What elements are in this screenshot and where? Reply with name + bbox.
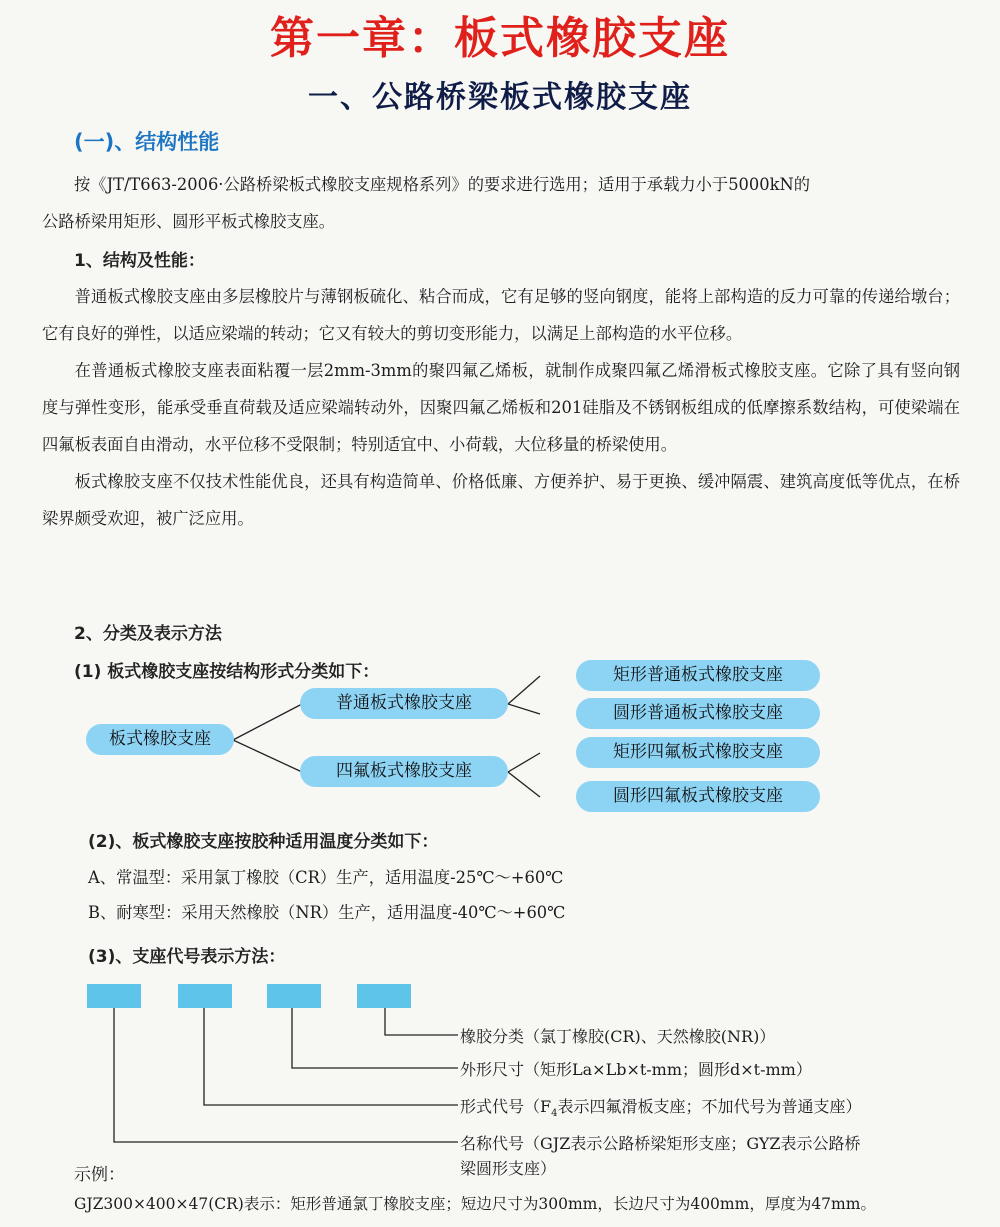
- paragraph-3: 板式橡胶支座不仅技术性能优良，还具有构造简单、价格低廉、方便养护、易于更换、缓冲隔震、建筑高度低等优点，在桥梁界颇受欢迎，被广泛应用。: [42, 472, 960, 528]
- code-rubber-desc: 橡胶分类（氯丁橡胶(CR)、天然橡胶(NR)）: [460, 1027, 776, 1046]
- intro-line-1: 按《JT/T663-2006·公路桥梁板式橡胶支座规格系列》的要求进行选用；适用于承载力小于5000kN的: [74, 175, 811, 194]
- tree-leaf-4: 圆形四氟板式橡胶支座: [576, 781, 820, 812]
- section-title: 一、公路桥梁板式橡胶支座: [308, 80, 692, 115]
- temp-type-a: A、常温型：采用氯丁橡胶（CR）生产，适用温度-25℃～+60℃: [88, 868, 564, 887]
- code-box-rubber: [357, 984, 411, 1008]
- tree-mid-ptfe: 四氟板式橡胶支座: [300, 756, 508, 787]
- code-name-desc-1: 名称代号（GJZ表示公路桥梁矩形支座；GYZ表示公路桥: [460, 1134, 861, 1153]
- subsection-title: (一)、结构性能: [74, 130, 220, 154]
- class3-title: (3)、支座代号表示方法：: [88, 947, 286, 967]
- code-box-size: [267, 984, 321, 1008]
- tree-leaf-1: 矩形普通板式橡胶支座: [576, 660, 820, 691]
- code-box-name: [87, 984, 141, 1008]
- paragraph-1: 普通板式橡胶支座由多层橡胶片与薄钢板硫化、粘合而成，它有足够的竖向钢度，能将上部构造的反力可靠的传递给墩台；它有良好的弹性，以适应梁端的转动；它又有较大的剪切变形能力，以满足上部构造的水平位移。: [42, 287, 960, 343]
- tree-leaf-3: 矩形四氟板式橡胶支座: [576, 737, 820, 768]
- code-form-desc: 形式代号（$F_4$表示四氟滑板支座；不加代号为普通支座）: [460, 1097, 862, 1120]
- class1-title: (1) 板式橡胶支座按结构形式分类如下：: [74, 662, 380, 682]
- chapter-title: 第一章：板式橡胶支座: [270, 13, 730, 64]
- heading-structure: 1、结构及性能：: [74, 251, 205, 271]
- heading-classification: 2、分类及表示方法: [74, 624, 222, 644]
- example-label: 示例：: [74, 1165, 125, 1185]
- class2-title: (2)、板式橡胶支座按胶种适用温度分类如下：: [88, 832, 439, 852]
- code-size-desc: 外形尺寸（矩形La×Lb×t-mm；圆形d×t-mm）: [460, 1060, 812, 1079]
- tree-mid-ordinary: 普通板式橡胶支座: [300, 688, 508, 719]
- example-text: GJZ300×400×47(CR)表示：矩形普通氯丁橡胶支座；短边尺寸为300mm，长边尺寸为400mm，厚度为47mm。: [74, 1195, 876, 1213]
- intro-line-2: 公路桥梁用矩形、圆形平板式橡胶支座。: [42, 212, 336, 231]
- temp-type-b: B、耐寒型：采用天然橡胶（NR）生产，适用温度-40℃～+60℃: [88, 903, 566, 922]
- paragraph-2: 在普通板式橡胶支座表面粘覆一层2mm-3mm的聚四氟乙烯板，就制作成聚四氟乙烯滑板式橡胶支座。它除了具有竖向钢度与弹性变形，能承受垂直荷载及适应梁端转动外，因聚四氟乙烯板和201硅脂及不锈钢板组成的低摩擦系数结构，可使梁端在四氟板表面自由滑动，水平位移不受限制；特别适宜中、小荷载，大位移量的桥梁使用。: [42, 361, 960, 454]
- code-name-desc-2: 梁圆形支座）: [460, 1159, 557, 1178]
- tree-leaf-2: 圆形普通板式橡胶支座: [576, 698, 820, 729]
- code-box-form: [178, 984, 232, 1008]
- tree-root: 板式橡胶支座: [86, 724, 234, 755]
